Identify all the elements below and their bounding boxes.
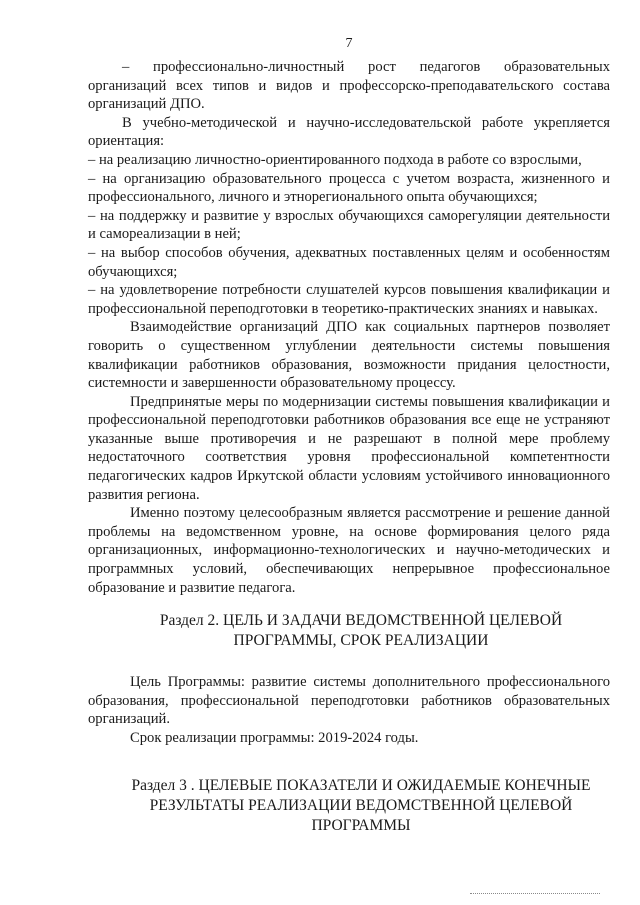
- section-2-heading-line2: ПРОГРАММЫ, СРОК РЕАЛИЗАЦИИ: [233, 632, 489, 650]
- program-term: Срок реализации программы: 2019-2024 годы.: [130, 730, 419, 746]
- list-item-learning-methods: – на выбор способов обучения, адекватных поставленных целям и особенностям обучающихся;: [88, 244, 610, 280]
- list-item-self-regulation: – на поддержку и развитие у взрослых обучающихся саморегуляции деятельности и самореализации в ней;: [88, 207, 610, 243]
- scan-edge-mark: [470, 893, 600, 895]
- list-item-personal-approach: – на реализацию личностно-ориентированного подхода в работе со взрослыми,: [88, 151, 582, 168]
- paragraph-rationale: Именно поэтому целесообразным является рассмотрение и решение данной проблемы на ведомственном уровне, на основе формирования целого ряда организационных, информационно-технологических и научно-методических и программных условий, обеспечивающих непрерывное профессиональное образование и развитие педагога.: [88, 505, 610, 596]
- program-goal: Цель Программы: развитие системы дополнительного профессионального образования, профессиональной переподготовки работников образовательных организаций.: [88, 674, 610, 728]
- section-2-heading: [88, 611, 610, 651]
- paragraph-modernization: Предпринятые меры по модернизации системы повышения квалификации и профессиональной переподготовки работников образования все еще не устраняют указанные выше противоречия и не разрешают в полной мере проблему недостаточного соответствия уровня профессиональной компетентности педагогических кадров Иркутской области условиям устойчивого инновационного развития региона.: [88, 393, 610, 503]
- section-3-heading-line2: РЕЗУЛЬТАТЫ РЕАЛИЗАЦИИ ВЕДОМСТВЕННОЙ ЦЕЛЕВОЙ: [149, 796, 573, 814]
- section-3-heading-line1: Раздел 3 . ЦЕЛЕВЫЕ ПОКАЗАТЕЛИ И ОЖИДАЕМЫЕ КОНЕЧНЫЕ: [131, 776, 591, 794]
- section-3-heading-line3: ПРОГРАММЫ: [311, 816, 411, 834]
- paragraph-interaction: Взаимодействие организаций ДПО как социальных партнеров позволяет говорить о существенном углублении деятельности системы повышения квалификации работников образования, возможности придания целостности, системности и завершенности образовательному процессу.: [88, 319, 610, 392]
- paragraph-orientation-intro: В учебно-методической и научно-исследовательской работе укрепляется ориентация:: [88, 114, 610, 150]
- section-2-heading-line1: Раздел 2. ЦЕЛЬ И ЗАДАЧИ ВЕДОМСТВЕННОЙ ЦЕЛЕВОЙ: [159, 612, 563, 630]
- paragraph-professional-growth: – профессионально-личностный рост педагогов образовательных организаций всех типов и видов и профессорско-преподавательского состава организаций ДПО.: [88, 59, 610, 113]
- page-number: 7: [345, 36, 353, 51]
- section-3-heading: [88, 776, 610, 836]
- list-item-educational-process: – на организацию образовательного процесса с учетом возраста, жизненного и профессионального, личного и этнорегионального опыта обучающихся;: [88, 170, 610, 206]
- list-item-listener-needs: – на удовлетворение потребности слушателей курсов повышения квалификации и профессиональной переподготовки в теоретико-практических знаниях и навыках.: [88, 282, 610, 317]
